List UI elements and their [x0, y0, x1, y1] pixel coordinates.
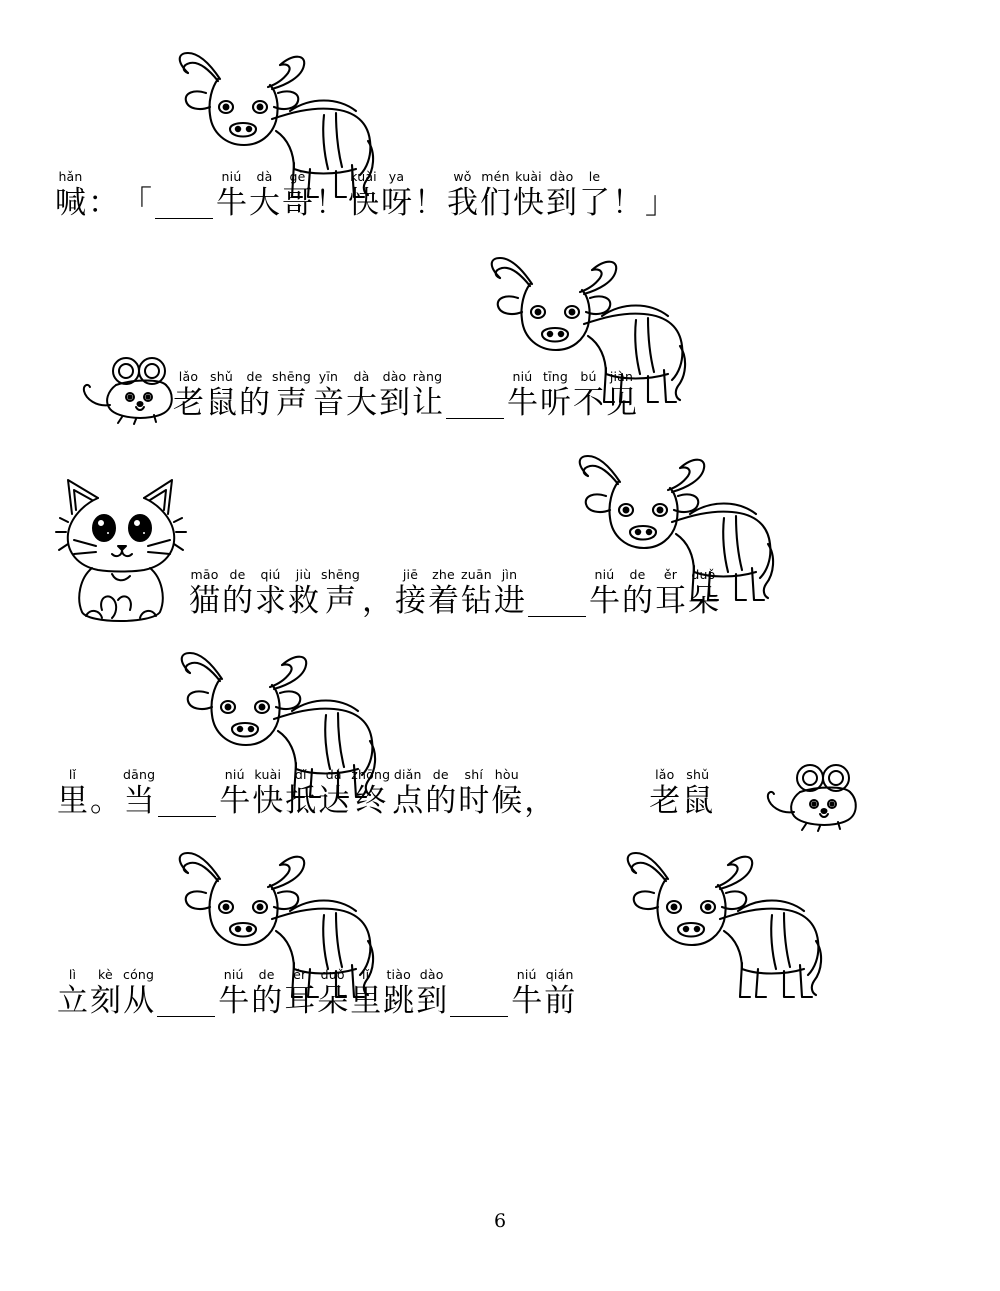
pinyin-character	[255, 568, 286, 621]
page-number: 6	[493, 1210, 507, 1232]
pinyin-character	[513, 170, 544, 223]
punctuation-character	[414, 170, 445, 223]
pinyin-character	[655, 568, 686, 621]
pinyin-text: diǎn	[393, 767, 422, 782]
pinyin-text: cóng	[123, 967, 155, 982]
hanzi-text: 里	[350, 983, 382, 1019]
hanzi-text: 猫	[189, 583, 220, 619]
pinyin-text: lǐ	[362, 967, 370, 982]
hanzi-text: 牛	[588, 583, 620, 619]
pinyin-text: ěr	[663, 567, 678, 582]
pinyin-text: bú	[580, 369, 597, 384]
hanzi-text: 不	[572, 385, 604, 421]
blank-underline	[155, 181, 213, 219]
hanzi-text: 救	[288, 583, 319, 619]
hanzi-text: 达	[318, 783, 350, 819]
pinyin-text: de	[258, 967, 275, 982]
hanzi-text: 从	[123, 983, 155, 1019]
pinyin-character	[350, 968, 381, 1021]
pinyin-character	[249, 170, 280, 223]
pinyin-text: de	[629, 567, 646, 582]
text-line	[54, 170, 677, 223]
pinyin-character	[383, 968, 414, 1021]
pinyin-text: niú	[221, 169, 242, 184]
hanzi-text: 鼠	[682, 783, 714, 819]
hanzi-text: 牛	[506, 385, 538, 421]
pinyin-character	[546, 170, 577, 223]
punctuation-character	[362, 568, 393, 621]
pinyin-character	[90, 968, 121, 1021]
pinyin-character	[540, 370, 571, 423]
hanzi-text: 立	[57, 983, 88, 1019]
hanzi-text: 大	[249, 185, 280, 221]
answer-blank[interactable]	[155, 170, 213, 223]
pinyin-character	[544, 968, 575, 1021]
hanzi-text: 了	[579, 185, 610, 221]
hanzi-text: 声	[275, 385, 307, 421]
punctuation-character	[612, 170, 643, 223]
pinyin-text: niú	[223, 967, 244, 982]
pinyin-character	[272, 370, 311, 423]
blank-underline	[450, 979, 508, 1017]
hanzi-text: 见	[605, 385, 637, 421]
pinyin-text: kuài	[350, 169, 377, 184]
pinyin-text: yīn	[318, 369, 339, 384]
punctuation-character	[645, 170, 676, 223]
pinyin-text: shǔ	[686, 767, 710, 782]
punctuation-character	[88, 170, 119, 223]
pinyin-text: dà	[256, 169, 273, 184]
hanzi-text: 当	[123, 783, 155, 819]
pinyin-text: shǔ	[210, 369, 233, 384]
pinyin-character	[392, 768, 423, 821]
pinyin-character	[288, 568, 319, 621]
pinyin-character	[346, 370, 377, 423]
pinyin-character	[123, 768, 155, 821]
pinyin-character	[251, 968, 282, 1021]
hanzi-text: 听	[539, 385, 571, 421]
pinyin-character	[682, 768, 713, 821]
hanzi-text: 大	[345, 385, 377, 421]
mouse-illustration	[762, 762, 872, 832]
pinyin-text: le	[588, 169, 601, 184]
pinyin-text: hǎn	[58, 169, 83, 184]
pinyin-text: wǒ	[453, 169, 472, 184]
pinyin-character	[458, 768, 489, 821]
text-line	[188, 568, 720, 621]
pinyin-character	[688, 568, 719, 621]
pinyin-text: dào	[549, 169, 574, 184]
pinyin-text: de	[432, 767, 449, 782]
hanzi-text: 终	[355, 783, 387, 819]
pinyin-text: qiú	[260, 567, 281, 582]
pinyin-text: de	[229, 567, 246, 582]
pinyin-character	[318, 768, 349, 821]
hanzi-text: 牛	[218, 983, 250, 1019]
pinyin-text: tiào	[386, 967, 411, 982]
pinyin-text: mén	[481, 169, 510, 184]
pinyin-text: kuài	[515, 169, 542, 184]
pinyin-character	[206, 370, 237, 423]
pinyin-character	[321, 568, 360, 621]
pinyin-character	[606, 370, 637, 423]
pinyin-text: duǒ	[320, 967, 345, 982]
pinyin-character	[219, 768, 250, 821]
pinyin-character	[573, 370, 604, 423]
hanzi-text: 老	[173, 385, 204, 421]
text-line	[56, 768, 714, 821]
pinyin-character	[284, 968, 315, 1021]
pinyin-character	[55, 170, 86, 223]
pinyin-text: niú	[594, 567, 615, 582]
hanzi-text: 耳	[654, 583, 686, 619]
hanzi-text: 钻	[460, 583, 492, 619]
pinyin-character	[379, 370, 410, 423]
hanzi-text: 牛	[511, 983, 543, 1019]
pinyin-text: dào	[419, 967, 444, 982]
hanzi-text: 快	[513, 185, 544, 221]
hanzi-text: ！	[414, 185, 445, 221]
pinyin-text: māo	[190, 567, 219, 582]
pinyin-character	[395, 568, 426, 621]
pinyin-text: hòu	[494, 767, 519, 782]
pinyin-text: dāng	[123, 767, 156, 782]
pinyin-text: jiù	[295, 567, 312, 582]
pinyin-character	[317, 968, 348, 1021]
cat-illustration	[52, 470, 192, 630]
hanzi-text: 的	[239, 385, 270, 421]
pinyin-text: ěr	[293, 967, 307, 982]
pinyin-text: shí	[464, 767, 484, 782]
pinyin-character	[285, 768, 316, 821]
pinyin-text: shēng	[321, 567, 360, 582]
blank-underline	[528, 579, 586, 617]
pinyin-text: jiàn	[609, 369, 634, 384]
pinyin-character	[494, 568, 525, 621]
answer-blank[interactable]	[158, 768, 216, 821]
pinyin-text: qián	[545, 967, 574, 982]
blank-underline	[446, 381, 504, 419]
hanzi-text: 跳	[383, 983, 415, 1019]
hanzi-text: 鼠	[206, 385, 237, 421]
pinyin-text: kuài	[254, 767, 282, 782]
hanzi-text: 候	[491, 783, 523, 819]
pinyin-text: gē	[289, 169, 306, 184]
pinyin-text: dǐ	[294, 767, 307, 782]
punctuation-character	[90, 768, 121, 821]
hanzi-text: 老	[649, 783, 681, 819]
hanzi-text: 耳	[284, 983, 316, 1019]
hanzi-text: 求	[255, 583, 286, 619]
pinyin-character	[511, 968, 542, 1021]
hanzi-text: 时	[458, 783, 490, 819]
answer-blank[interactable]	[528, 568, 586, 621]
pinyin-character	[428, 568, 459, 621]
answer-blank[interactable]	[446, 370, 504, 423]
pinyin-character	[216, 170, 247, 223]
pinyin-character	[313, 370, 344, 423]
hanzi-text: 我	[447, 185, 478, 221]
pinyin-character	[57, 968, 88, 1021]
pinyin-text: de	[246, 369, 263, 384]
blank-underline	[158, 779, 216, 817]
hanzi-text: 。	[90, 783, 121, 819]
pinyin-character	[282, 170, 313, 223]
hanzi-text: 音	[312, 385, 344, 421]
pinyin-text: zhe	[432, 567, 455, 582]
hanzi-text: 喊	[55, 185, 86, 221]
text-line	[172, 370, 638, 423]
hanzi-text: ！	[315, 185, 346, 221]
pinyin-character	[351, 768, 390, 821]
hanzi-text: 的	[621, 583, 653, 619]
pinyin-character	[412, 370, 443, 423]
pinyin-text: zuān	[461, 567, 492, 582]
pinyin-text: lì	[68, 967, 77, 982]
pinyin-text: tīng	[542, 369, 568, 384]
pinyin-text: dà	[353, 369, 370, 384]
answer-blank[interactable]	[157, 968, 215, 1021]
hanzi-text: ，	[524, 783, 556, 819]
hanzi-text: 接	[394, 583, 426, 619]
hanzi-text: 牛	[219, 783, 251, 819]
pinyin-text: dá	[325, 767, 342, 782]
pinyin-character	[252, 768, 283, 821]
blank-underline	[157, 979, 215, 1017]
ox-illustration	[608, 845, 828, 1010]
answer-blank[interactable]	[450, 968, 508, 1021]
pinyin-character	[507, 370, 538, 423]
punctuation-character	[524, 768, 555, 821]
hanzi-text: 到	[378, 385, 410, 421]
pinyin-text: niú	[516, 967, 537, 982]
pinyin-text: duǒ	[691, 567, 716, 582]
hanzi-text: 声	[324, 583, 356, 619]
hanzi-text: 朵	[317, 983, 349, 1019]
pinyin-text: niú	[512, 369, 533, 384]
hanzi-text: 的	[425, 783, 457, 819]
hanzi-text: ，	[361, 583, 393, 619]
pinyin-character	[480, 170, 511, 223]
hanzi-text: 让	[411, 385, 443, 421]
hanzi-text: 进	[493, 583, 525, 619]
pinyin-text: lǎo	[178, 369, 199, 384]
pinyin-character	[239, 370, 270, 423]
pinyin-text: dào	[382, 369, 407, 384]
pinyin-character	[461, 568, 492, 621]
pinyin-character	[447, 170, 478, 223]
pinyin-text: kè	[98, 967, 113, 982]
pinyin-character	[348, 170, 379, 223]
hanzi-text: ！	[612, 185, 643, 221]
pinyin-character	[381, 170, 412, 223]
pinyin-text: lǐ	[68, 767, 77, 782]
hanzi-text: ：	[88, 185, 119, 221]
pinyin-text: ya	[388, 169, 405, 184]
hanzi-text: 「	[121, 185, 152, 221]
inline-illustration-gap	[556, 783, 648, 821]
hanzi-text: 刻	[90, 983, 121, 1019]
pinyin-character	[123, 968, 154, 1021]
hanzi-text: 快	[252, 783, 284, 819]
pinyin-character	[57, 768, 88, 821]
hanzi-text: 」	[645, 185, 676, 221]
pinyin-text: lǎo	[655, 767, 675, 782]
pinyin-text: niú	[224, 767, 245, 782]
text-line	[56, 968, 576, 1021]
hanzi-text: 到	[416, 983, 448, 1019]
hanzi-text: 呀	[381, 185, 412, 221]
punctuation-character	[315, 170, 346, 223]
hanzi-text: 的	[222, 583, 253, 619]
pinyin-character	[579, 170, 610, 223]
pinyin-character	[173, 370, 204, 423]
pinyin-text: shēng	[272, 369, 311, 384]
hanzi-text: 牛	[216, 185, 247, 221]
pinyin-character	[416, 968, 447, 1021]
pinyin-character	[491, 768, 522, 821]
hanzi-text: 们	[480, 185, 511, 221]
hanzi-text: 哥	[282, 185, 313, 221]
pinyin-character	[622, 568, 653, 621]
hanzi-text: 到	[546, 185, 577, 221]
pinyin-character	[218, 968, 249, 1021]
hanzi-text: 抵	[285, 783, 317, 819]
hanzi-text: 着	[427, 583, 459, 619]
pinyin-text: ràng	[412, 369, 443, 384]
punctuation-character	[121, 170, 152, 223]
hanzi-text: 的	[251, 983, 283, 1019]
pinyin-character	[222, 568, 253, 621]
hanzi-text: 朵	[687, 583, 719, 619]
hanzi-text: 点	[392, 783, 424, 819]
pinyin-text: jiē	[402, 567, 419, 582]
hanzi-text: 快	[348, 185, 379, 221]
pinyin-text: zhōng	[351, 767, 391, 782]
pinyin-character	[589, 568, 620, 621]
hanzi-text: 里	[57, 783, 88, 819]
hanzi-text: 前	[544, 983, 576, 1019]
pinyin-character	[189, 568, 220, 621]
pinyin-text: jìn	[501, 567, 518, 582]
pinyin-character	[425, 768, 456, 821]
pinyin-character	[649, 768, 680, 821]
